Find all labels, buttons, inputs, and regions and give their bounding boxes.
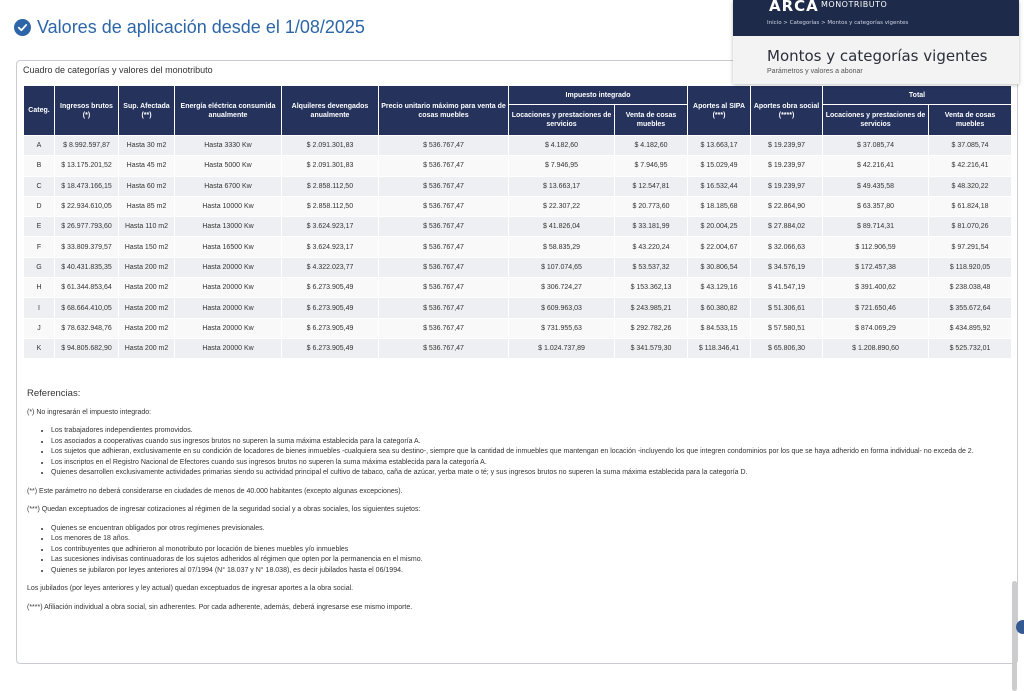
cell-total-locaciones: $ 42.216,41 — [823, 156, 929, 176]
cell-aportes-obra-social: $ 41.547,19 — [751, 278, 823, 298]
cell-aportes-obra-social: $ 22.864,90 — [751, 196, 823, 216]
cell-total-venta: $ 525.732,01 — [929, 338, 1012, 358]
reference-list-item: • Las sucesiones indivisas continuadoras de los sujetos adheridos al régimen que opten por la permanencia en el mismo. — [51, 555, 1011, 566]
references-title: Referencias: — [27, 388, 81, 399]
cell-superficie: Hasta 200 m2 — [119, 298, 175, 318]
cell-aportes-sipa: $ 118.346,41 — [688, 338, 751, 358]
page-title: Valores de aplicación desde el 1/08/2025 — [37, 16, 365, 37]
cell-categ: B — [24, 156, 55, 176]
cell-impuesto-locaciones: $ 1.024.737,89 — [509, 338, 615, 358]
cell-superficie: Hasta 30 m2 — [119, 136, 175, 156]
cell-aportes-sipa: $ 16.532,44 — [688, 176, 751, 196]
reference-list-item: • Los inscriptos en el Registro Nacional de Efectores cuando sus ingresos brutos no superen la suma máxima establecida para la categoría A. — [51, 458, 1011, 469]
categories-table — [23, 85, 1012, 359]
cell-aportes-sipa: $ 20.004,25 — [688, 217, 751, 237]
cell-alquileres: $ 2.091.301,83 — [282, 156, 379, 176]
cell-ingresos: $ 8.992.597,87 — [55, 136, 119, 156]
cell-impuesto-venta: $ 33.181,99 — [615, 217, 688, 237]
cell-superficie: Hasta 45 m2 — [119, 156, 175, 176]
cell-superficie: Hasta 60 m2 — [119, 176, 175, 196]
cell-energia: Hasta 13000 Kw — [175, 217, 282, 237]
cell-superficie: Hasta 200 m2 — [119, 338, 175, 358]
cell-alquileres: $ 2.858.112,50 — [282, 176, 379, 196]
cell-impuesto-venta: $ 243.985,21 — [615, 298, 688, 318]
cell-categ: E — [24, 217, 55, 237]
cell-alquileres: $ 3.624.923,17 — [282, 237, 379, 257]
cell-aportes-obra-social: $ 57.580,51 — [751, 318, 823, 338]
arca-product-name: MONOTRIBUTO — [821, 0, 888, 9]
header-impuesto-venta: Venta de cosas muebles — [615, 105, 688, 136]
cell-total-venta: $ 42.216,41 — [929, 156, 1012, 176]
cell-precio-unitario: $ 536.767,47 — [379, 278, 509, 298]
cell-precio-unitario: $ 536.767,47 — [379, 338, 509, 358]
cell-energia: Hasta 20000 Kw — [175, 318, 282, 338]
cell-aportes-obra-social: $ 34.576,19 — [751, 257, 823, 277]
header-ingresos: Ingresos brutos (*) — [55, 86, 119, 136]
cell-impuesto-locaciones: $ 609.963,03 — [509, 298, 615, 318]
table-row — [24, 176, 1012, 196]
reference-list-item: • Quienes desarrollen exclusivamente actividades primarias siendo su actividad principal el cultivo de tabaco, caña de azúcar, yerba mate o té; y sus ingresos brutos no superen la suma máxima establecida para la categoría D. — [51, 468, 1011, 479]
table-row — [24, 318, 1012, 338]
cell-total-venta: $ 238.038,48 — [929, 278, 1012, 298]
cell-alquileres: $ 6.273.905,49 — [282, 318, 379, 338]
reference-list-item: • Los asociados a cooperativas cuando sus ingresos brutos no superen la suma máxima establecida para la categoría A. — [51, 437, 1011, 448]
cell-impuesto-locaciones: $ 41.826,04 — [509, 217, 615, 237]
page-header — [14, 14, 365, 40]
header-energia: Energía eléctrica consumida anualmente — [175, 86, 282, 136]
cell-total-locaciones: $ 172.457,38 — [823, 257, 929, 277]
cell-superficie: Hasta 200 m2 — [119, 318, 175, 338]
cell-precio-unitario: $ 536.767,47 — [379, 257, 509, 277]
reference-note-5: (****) Afiliación individual a obra social, sin adherentes. Por cada adherente, además, deberá ingresarse ese mismo importe. — [27, 603, 413, 611]
cell-superficie: Hasta 200 m2 — [119, 278, 175, 298]
cell-ingresos: $ 61.344.853,64 — [55, 278, 119, 298]
cell-impuesto-venta: $ 341.579,30 — [615, 338, 688, 358]
cell-impuesto-locaciones: $ 22.307,22 — [509, 196, 615, 216]
cell-impuesto-locaciones: $ 58.835,29 — [509, 237, 615, 257]
cell-total-locaciones: $ 37.085,74 — [823, 136, 929, 156]
cell-impuesto-locaciones: $ 107.074,65 — [509, 257, 615, 277]
cell-impuesto-locaciones: $ 7.946,95 — [509, 156, 615, 176]
arca-logo: ARCA — [769, 0, 819, 15]
table-row — [24, 338, 1012, 358]
cell-aportes-obra-social: $ 65.806,30 — [751, 338, 823, 358]
cell-energia: Hasta 3330 Kw — [175, 136, 282, 156]
arca-heading: Montos y categorías vigentes — [767, 47, 988, 65]
cell-total-locaciones: $ 63.357,80 — [823, 196, 929, 216]
cell-categ: D — [24, 196, 55, 216]
cell-energia: Hasta 20000 Kw — [175, 278, 282, 298]
cell-categ: H — [24, 278, 55, 298]
cell-impuesto-venta: $ 4.182,60 — [615, 136, 688, 156]
cell-alquileres: $ 6.273.905,49 — [282, 278, 379, 298]
cell-impuesto-locaciones: $ 731.955,63 — [509, 318, 615, 338]
cell-aportes-sipa: $ 60.380,82 — [688, 298, 751, 318]
cell-precio-unitario: $ 536.767,47 — [379, 217, 509, 237]
cell-precio-unitario: $ 536.767,47 — [379, 136, 509, 156]
reference-note-2: (**) Este parámetro no deberá considerarse en ciudades de menos de 40.000 habitantes (excepto algunas excepciones). — [27, 487, 403, 495]
cell-total-locaciones: $ 49.435,58 — [823, 176, 929, 196]
cell-superficie: Hasta 110 m2 — [119, 217, 175, 237]
arca-breadcrumb[interactable]: Inicio > Categorías > Montos y categorías vigentes — [767, 20, 909, 26]
cell-ingresos: $ 78.632.948,76 — [55, 318, 119, 338]
cell-categ: I — [24, 298, 55, 318]
reference-note-3: (***) Quedan exceptuados de ingresar cotizaciones al régimen de la seguridad social y a obras sociales, los siguientes sujetos: — [27, 506, 421, 513]
table-row — [24, 136, 1012, 156]
cell-impuesto-venta: $ 7.946,95 — [615, 156, 688, 176]
cell-impuesto-venta: $ 12.547,81 — [615, 176, 688, 196]
cell-energia: Hasta 16500 Kw — [175, 237, 282, 257]
cell-aportes-obra-social: $ 19.239,97 — [751, 176, 823, 196]
cell-aportes-obra-social: $ 27.884,02 — [751, 217, 823, 237]
cell-aportes-sipa: $ 13.663,17 — [688, 136, 751, 156]
cell-categ: A — [24, 136, 55, 156]
chat-bubble-icon[interactable] — [1016, 620, 1024, 634]
cell-categ: C — [24, 176, 55, 196]
header-impuesto-locaciones: Locaciones y prestaciones de servicios — [509, 105, 615, 136]
header-superficie: Sup. Afectada (**) — [119, 86, 175, 136]
cell-energia: Hasta 20000 Kw — [175, 338, 282, 358]
cell-categ: G — [24, 257, 55, 277]
cell-ingresos: $ 94.805.682,90 — [55, 338, 119, 358]
reference-list-1 — [27, 426, 1011, 479]
reference-list-item: • Los trabajadores independientes promovidos. — [51, 426, 1011, 437]
cell-superficie: Hasta 85 m2 — [119, 196, 175, 216]
arca-overlay-card — [733, 0, 1019, 84]
reference-list-item: • Quienes se jubilaron por leyes anteriores al 07/1994 (N° 18.037 y N° 18.038), es decir jubilados hasta el 06/1994. — [51, 566, 1011, 577]
reference-list-item: • Los sujetos que adhieran, exclusivamente en su condición de locadores de bienes inmuebles -cualquiera sea su destino-, siempre que la cantidad de inmuebles que mantengan en locación -incluyendo los que integren condominios por los que se haya adherido en forma individual- no exceda de 2. — [51, 447, 1011, 458]
cell-categ: F — [24, 237, 55, 257]
reference-note-4: Los jubilados (por leyes anteriores y ley actual) quedan exceptuados de ingresar aportes a la obra social. — [27, 585, 354, 592]
categories-table-body — [24, 136, 1012, 359]
reference-note-1: (*) No ingresarán el impuesto integrado: — [27, 408, 152, 416]
cell-impuesto-locaciones: $ 13.663,17 — [509, 176, 615, 196]
cell-total-locaciones: $ 89.714,31 — [823, 217, 929, 237]
cell-total-venta: $ 97.291,54 — [929, 237, 1012, 257]
cell-superficie: Hasta 200 m2 — [119, 257, 175, 277]
cell-aportes-obra-social: $ 19.239,97 — [751, 156, 823, 176]
cell-impuesto-venta: $ 43.220,24 — [615, 237, 688, 257]
arca-subheading: Parámetros y valores a abonar — [767, 68, 863, 75]
cell-impuesto-venta: $ 53.537,32 — [615, 257, 688, 277]
cell-superficie: Hasta 150 m2 — [119, 237, 175, 257]
table-row — [24, 278, 1012, 298]
cell-aportes-sipa: $ 43.129,16 — [688, 278, 751, 298]
cell-aportes-obra-social: $ 51.306,61 — [751, 298, 823, 318]
cell-precio-unitario: $ 536.767,47 — [379, 298, 509, 318]
cell-aportes-sipa: $ 22.004,67 — [688, 237, 751, 257]
table-row — [24, 237, 1012, 257]
cell-total-locaciones: $ 721.650,46 — [823, 298, 929, 318]
header-alquileres: Alquileres devengados anualmente — [282, 86, 379, 136]
cell-total-venta: $ 48.320,22 — [929, 176, 1012, 196]
cell-ingresos: $ 13.175.201,52 — [55, 156, 119, 176]
cell-ingresos: $ 40.431.835,35 — [55, 257, 119, 277]
cell-total-locaciones: $ 112.906,59 — [823, 237, 929, 257]
cell-aportes-sipa: $ 15.029,49 — [688, 156, 751, 176]
cell-total-venta: $ 61.824,18 — [929, 196, 1012, 216]
cell-energia: Hasta 20000 Kw — [175, 257, 282, 277]
cell-ingresos: $ 68.664.410,05 — [55, 298, 119, 318]
cell-energia: Hasta 20000 Kw — [175, 298, 282, 318]
cell-impuesto-locaciones: $ 4.182,60 — [509, 136, 615, 156]
cell-alquileres: $ 2.858.112,50 — [282, 196, 379, 216]
cell-impuesto-venta: $ 292.782,26 — [615, 318, 688, 338]
cell-categ: J — [24, 318, 55, 338]
cell-alquileres: $ 6.273.905,49 — [282, 338, 379, 358]
cell-alquileres: $ 2.091.301,83 — [282, 136, 379, 156]
header-total-locaciones: Locaciones y prestaciones de servicios — [823, 105, 929, 136]
cell-aportes-sipa: $ 18.185,68 — [688, 196, 751, 216]
cell-precio-unitario: $ 536.767,47 — [379, 318, 509, 338]
cell-alquileres: $ 6.273.905,49 — [282, 298, 379, 318]
cell-total-locaciones: $ 1.208.890,60 — [823, 338, 929, 358]
check-circle-icon — [14, 19, 31, 36]
cell-precio-unitario: $ 536.767,47 — [379, 176, 509, 196]
cell-energia: Hasta 5000 Kw — [175, 156, 282, 176]
arca-top-bar — [733, 0, 1019, 36]
table-row — [24, 156, 1012, 176]
table-row — [24, 298, 1012, 318]
reference-list-item: • Los contribuyentes que adhirieron al monotributo por locación de bienes muebles y/o inmuebles — [51, 545, 1011, 556]
header-aportes-obra-social: Aportes obra social (****) — [751, 86, 823, 136]
cell-alquileres: $ 3.624.923,17 — [282, 217, 379, 237]
header-aportes-sipa: Aportes al SIPA (***) — [688, 86, 751, 136]
cell-energia: Hasta 6700 Kw — [175, 176, 282, 196]
cell-aportes-obra-social: $ 19.239,97 — [751, 136, 823, 156]
cell-categ: K — [24, 338, 55, 358]
reference-list-2 — [27, 524, 1011, 577]
cell-ingresos: $ 26.977.793,60 — [55, 217, 119, 237]
cell-total-venta: $ 434.895,92 — [929, 318, 1012, 338]
cell-aportes-sipa: $ 84.533,15 — [688, 318, 751, 338]
cell-total-venta: $ 37.085,74 — [929, 136, 1012, 156]
reference-list-item: • Quienes se encuentran obligados por otros regímenes previsionales. — [51, 524, 1011, 535]
cell-aportes-obra-social: $ 32.066,63 — [751, 237, 823, 257]
cell-impuesto-venta: $ 20.773,60 — [615, 196, 688, 216]
cell-total-venta: $ 118.920,05 — [929, 257, 1012, 277]
scrollbar-thumb[interactable] — [1012, 581, 1017, 691]
header-categ: Categ. — [24, 86, 55, 136]
cell-total-venta: $ 355.672,64 — [929, 298, 1012, 318]
table-row — [24, 196, 1012, 216]
cell-impuesto-locaciones: $ 306.724,27 — [509, 278, 615, 298]
cell-precio-unitario: $ 536.767,47 — [379, 156, 509, 176]
cell-ingresos: $ 33.809.379,57 — [55, 237, 119, 257]
header-total: Total — [823, 86, 1012, 105]
cell-precio-unitario: $ 536.767,47 — [379, 196, 509, 216]
cell-aportes-sipa: $ 30.806,54 — [688, 257, 751, 277]
reference-list-item: • Los menores de 18 años. — [51, 534, 1011, 545]
header-impuesto-integrado: Impuesto integrado — [509, 86, 688, 105]
table-row — [24, 217, 1012, 237]
cell-ingresos: $ 18.473.166,15 — [55, 176, 119, 196]
cell-impuesto-venta: $ 153.362,13 — [615, 278, 688, 298]
panel-title: Cuadro de categorías y valores del monotributo — [23, 65, 213, 75]
header-precio-unitario: Precio unitario máximo para venta de cosas muebles — [379, 86, 509, 136]
references — [27, 389, 1011, 621]
cell-alquileres: $ 4.322.023,77 — [282, 257, 379, 277]
cell-ingresos: $ 22.934.610,05 — [55, 196, 119, 216]
cell-total-locaciones: $ 874.069,29 — [823, 318, 929, 338]
cell-total-locaciones: $ 391.400,62 — [823, 278, 929, 298]
header-total-venta: Venta de cosas muebles — [929, 105, 1012, 136]
cell-total-venta: $ 81.070,26 — [929, 217, 1012, 237]
categories-table-wrap — [23, 85, 1011, 359]
cell-energia: Hasta 10000 Kw — [175, 196, 282, 216]
categories-panel — [16, 60, 1018, 664]
cell-precio-unitario: $ 536.767,47 — [379, 237, 509, 257]
table-row — [24, 257, 1012, 277]
